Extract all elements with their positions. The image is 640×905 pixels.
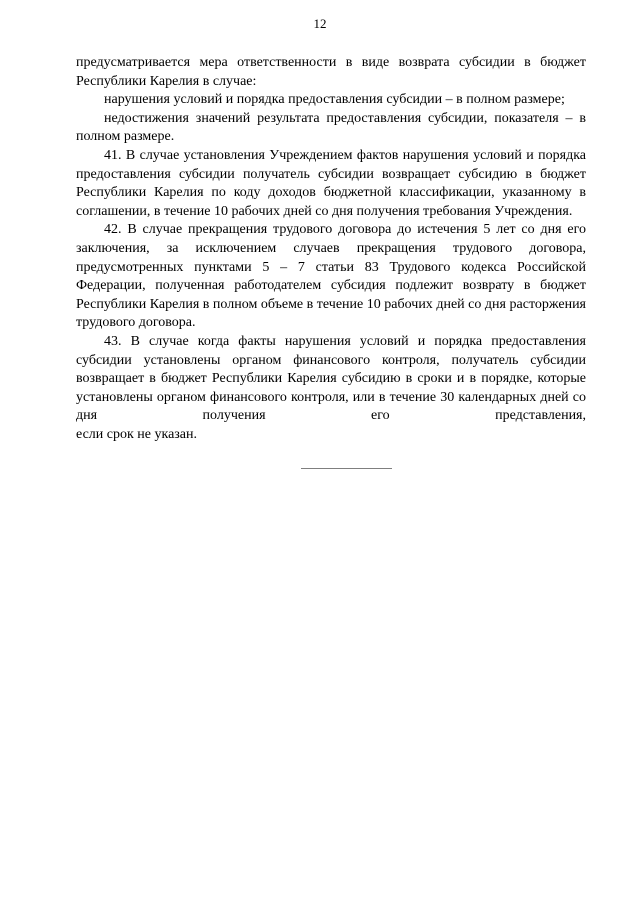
paragraph-43-tail: если срок не указан. bbox=[76, 426, 198, 442]
paragraph-42: 42. В случае прекращения трудового договора до истечения 5 лет со дня его заключения, за исключением случаев прекращения трудового договора, предусмотренных пунктами 5 – 7 статьи 83 Трудового кодекса Российской Федерации, полученная работодателем субсидия подлежит возврату в бюджет Республики Карелия в полном объеме в течение 10 рабочих дней со дня расторжения трудового договора. bbox=[76, 222, 586, 331]
paragraph-nonachievement: недостижения значений результата предоставления субсидии, показателя – в полном размере. bbox=[76, 110, 586, 145]
paragraph-41: 41. В случае установления Учреждением фактов нарушения условий и порядка предоставления субсидии получатель субсидии возвращает субсидию в бюджет Республики Карелия по коду доходов бюджетной классификации, указанному в соглашении, в течение 10 рабочих дней со дня получения требования Учреждения. bbox=[76, 147, 586, 219]
end-of-document-rule bbox=[301, 468, 392, 469]
paragraph-43: 43. В случае когда факты нарушения условий и порядка предоставления субсидии установлены органом финансового контроля, получатель субсидии возвращает в бюджет Республики Карелия субсидию в сроки и в порядке, которые установлены органом финансового контроля, или в течение 30 календарных дней со дня получения его представления, bbox=[76, 333, 586, 424]
document-body bbox=[76, 54, 586, 444]
paragraph-continuation: предусматривается мера ответственности в виде возврата субсидии в бюджет Республики Карелия в случае: bbox=[76, 55, 586, 89]
page-number: 12 bbox=[313, 16, 327, 31]
paragraph-violation: нарушения условий и порядка предоставления субсидии – в полном размере; bbox=[104, 92, 565, 108]
